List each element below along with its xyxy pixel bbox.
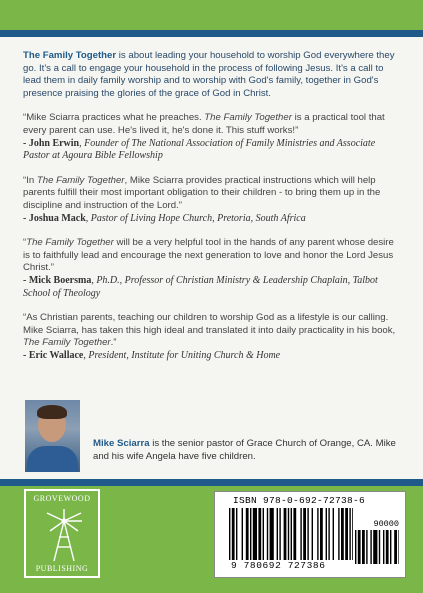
barcode-bar xyxy=(338,508,339,560)
barcode-bar xyxy=(270,508,274,560)
barcode-bar xyxy=(320,508,323,560)
endorser-role: , Pastor of Living Hope Church, Pretoria, South Africa xyxy=(85,212,306,224)
price-code: 90000 xyxy=(373,519,399,529)
barcode-bar xyxy=(370,530,371,564)
barcode-bar xyxy=(317,508,318,560)
barcode-bar xyxy=(242,508,243,560)
quote-text: .” xyxy=(110,337,117,349)
barcode-bar xyxy=(333,508,334,560)
barcode-bar xyxy=(394,530,397,564)
barcode-bar xyxy=(293,508,296,560)
quote-attribution xyxy=(23,213,306,224)
quote-book-title: The Family Together xyxy=(26,237,114,249)
barcode-bar xyxy=(349,508,350,560)
quote-attribution xyxy=(23,275,378,299)
publisher-name-top: GROVEWOOD xyxy=(33,494,91,503)
quote-text: is a practical tool that every parent can use. He's lived it, he's done it. This stuff works!” xyxy=(23,112,385,136)
barcode-bar xyxy=(312,508,313,560)
barcode-bars xyxy=(229,508,353,560)
barcode-bar xyxy=(352,508,353,560)
publisher-name-bottom: PUBLISHING xyxy=(35,564,89,573)
author-section xyxy=(25,400,405,475)
barcode-bar xyxy=(345,508,348,560)
quote-text: “ xyxy=(23,237,27,249)
barcode-bar xyxy=(236,508,237,560)
barcode-bar xyxy=(390,530,391,564)
barcode-bar xyxy=(232,508,235,560)
quote-text: “Mike Sciarra practices what he preaches. xyxy=(23,112,205,124)
barcode-bar xyxy=(386,530,389,564)
barcode-bar xyxy=(300,508,301,560)
endorsement-quote xyxy=(23,175,401,225)
quote-text: “In xyxy=(23,174,37,186)
top-blue-stripe xyxy=(0,30,423,37)
author-bio-text: is the senior pastor of Grace Church of Orange, CA. Mike and his wife Angela have five children. xyxy=(93,438,396,462)
intro-text: is about leading your household to worship God everywhere they go. It's a call to engage your household in the process of following Jesus. It's a call to lead them in daily family worship and to worship with God's family, together in God's presence praising the glories of the grace of God in Christ. xyxy=(23,50,395,99)
endorser-role: , President, Institute for Uniting Church & Home xyxy=(83,349,281,361)
barcode-bar xyxy=(279,508,280,560)
endorser-role: , Ph.D., Professor of Christian Ministry & Leadership Chaplain, Talbot School of Theology xyxy=(23,274,378,299)
author-photo xyxy=(25,400,80,472)
quote-text: will be a very helpful tool in the hands of any parent whose desire is to faithfully lead and encourage the next generation to love and honor the Lord Jesus Christ.” xyxy=(23,237,394,274)
quote-text: , Mike Sciarra provides practical instructions which will help parents fulfill their most important obligation to their children - to bring them up in the discipline and instruction of the Lord.” xyxy=(23,174,381,211)
barcode-bar xyxy=(258,508,261,560)
barcode-bar xyxy=(398,530,399,564)
barcode-bar xyxy=(328,508,329,560)
endorsement-quote xyxy=(23,312,401,362)
barcode-bar xyxy=(250,508,251,560)
endorser-name: - Eric Wallace xyxy=(23,349,84,361)
bottom-blue-stripe xyxy=(0,479,423,486)
endorser-name: - Mick Boersma xyxy=(23,274,92,286)
barcode-bar xyxy=(263,508,264,560)
endorsement-quote xyxy=(23,237,401,300)
barcode-bar xyxy=(291,508,292,560)
intro-book-title: The Family Together xyxy=(23,50,117,61)
barcode-bar xyxy=(341,508,344,560)
quote-book-title: The Family Together xyxy=(23,337,111,349)
barcode-bar xyxy=(362,530,365,564)
author-bio xyxy=(93,438,403,463)
quote-book-title: The Family Together xyxy=(36,174,125,186)
quote-book-title: The Family Together xyxy=(204,112,292,124)
intro-paragraph xyxy=(23,50,401,100)
barcode-bar xyxy=(246,508,249,560)
windmill-icon xyxy=(44,507,84,563)
publisher-logo xyxy=(24,489,100,578)
barcode-bar xyxy=(277,508,278,560)
ean-digits: 9 780692 727386 xyxy=(231,560,326,571)
barcode-bar xyxy=(326,508,327,560)
quote-attribution xyxy=(23,350,280,361)
barcode-bar xyxy=(303,508,306,560)
barcode-bar xyxy=(307,508,308,560)
barcode-bar xyxy=(383,530,384,564)
endorser-name: - Joshua Mack xyxy=(23,212,86,224)
author-name: Mike Sciarra xyxy=(93,438,150,449)
author-photo-shirt xyxy=(27,446,78,472)
endorser-name: - John Erwin xyxy=(23,137,80,149)
barcode-bar xyxy=(288,508,289,560)
back-cover-text xyxy=(23,50,401,374)
top-green-band xyxy=(0,0,423,30)
quote-attribution xyxy=(23,138,375,162)
barcode-bar xyxy=(267,508,268,560)
addon-barcode-bars xyxy=(355,530,399,564)
barcode-bar xyxy=(355,530,356,564)
barcode-bar xyxy=(253,508,257,560)
quote-text: “As Christian parents, teaching our children to worship God as a lifestyle is our calling. Mike Sciarra, has taken this high ideal and translated it into daily practicality in his book, xyxy=(23,312,396,336)
endorser-role: , Founder of The National Association of Family Ministries and Associate Pastor at Agoura Bible Fellowship xyxy=(23,137,376,162)
barcode-bar xyxy=(284,508,287,560)
barcode-bar xyxy=(229,508,230,560)
isbn-barcode xyxy=(214,491,406,578)
barcode-bar xyxy=(358,530,361,564)
endorsement-quote xyxy=(23,112,401,162)
author-photo-hair xyxy=(37,405,67,419)
barcode-bar xyxy=(366,530,367,564)
barcode-bar xyxy=(379,530,380,564)
barcode-bar xyxy=(373,530,377,564)
isbn-text: ISBN 978-0-692-72738-6 xyxy=(233,495,366,506)
